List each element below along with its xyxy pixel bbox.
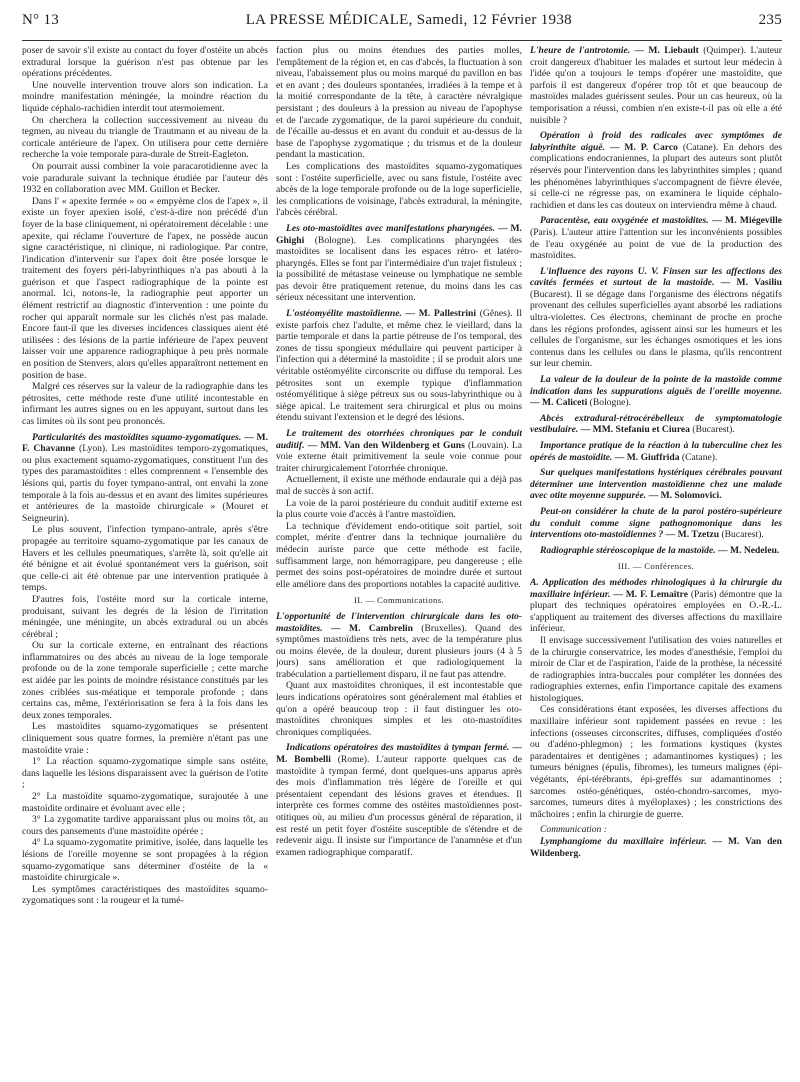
article-author: — M. Tzetzu [665,529,720,541]
communication-title: Lymphangiome du maxillaire inférieur. [540,836,707,847]
article-title: Indications opératoires des mastoïdites à tympan fermé. [286,742,510,754]
paragraph: Les mastoïdites squamo-zygomatiques se présentent cliniquement sous quatre formes, la première n'étant pas une mastoïdite vraie : [22,721,268,756]
article-text: (Louvain). La voie externe était primitivement la seule voie connue pour traiter chirurgicalement l'otorrhée chronique. [276,439,522,474]
article-author: — M. Cambrelin [331,622,413,634]
article-title: Particularités des mastoïdites squamo-zygomatiques. [32,431,242,443]
article-title: Importance pratique de la réaction à la tuberculine chez les opérés de mastoïdite. [530,440,782,463]
communication-author: — M. Van den Wildenberg. [530,836,782,859]
column-2 [276,45,522,1063]
issue-number: N° 13 [22,12,60,28]
article-ghighi [276,223,522,304]
paragraph: Une nouvelle intervention trouve alors son indication. La moindre manifestation méningée, la moindre réaction du liquide céphalo-rachidien interdit tout atermoiement. [22,79,268,114]
masthead [22,12,782,34]
article-title: L'influence des rayons U. V. Finsen sur les affections des cavités fermées et surtout de la mastoïde. [530,265,782,289]
article-text: (Quimper). L'auteur croit dangereux d'habituer les malades et surtout leur médecin à l'idée qu'on a toujours le temps d'opérer une mastoïdite, que parfois il est dangereux d'opérer trop tôt et que beaucoup de mastoïdes malades guérissent seules. Pour un cas heureux, où la temporisation a réussi, combien n'en existe-t-il pas où elle a été nuisible ? [530,45,782,126]
article-text: (Lyon). Les mastoïdites temporo-zygomatiques, ou plus exactement squamo-zygomatiques, constituent l'un des types des paramastoïdites : elles comprennent « l'ensemble des lésions qui, partis du foyer tympano-antral, ont envahi la zone temporale à la fois au-dessus et en avant des limites supérieures et antérieures de la mastoïde chirurgicale » (Mouret et Seigneurin). [22,443,268,524]
article-author: — MM. Van den Wildenberg et Guns [307,439,465,451]
article-author: — M. Miégeville [712,215,782,227]
column-1 [22,45,268,1063]
article-title: Opération à froid des radicales avec symptômes de labyrinthite aiguë. [530,130,782,153]
article-title: Paracentèse, eau oxygénée et mastoïdites. [540,215,709,227]
article-author: — M. Giuffrida [614,451,680,463]
section-heading-conferences: III. — Conférences. [617,561,695,572]
paragraph: Malgré ces réserves sur la valeur de la radiographie dans les pétrosites, cette méthode reste d'une utilité incontestable en infirmant les autres signes ou en les appuyant, surtout dans les cas limites où ils sont peu prononcés. [22,381,268,427]
article-title: La valeur de la douleur de la pointe de la mastoïde comme indication dans les suppurations aiguës de l'oreille moyenne. [530,374,782,397]
article-text: (Bologne). Les complications pharyngées des mastoïdites se localisent dans les espaces rétro- et latéro-pharyngés. Elles se font par l'intermédiaire d'un trajet fistuleux ; la possibilité de métastase veineuse ou lymphatique ne semble pas devoir être pratiquement retenue, du moins dans les cas sérieux nécessitant une intervention. [276,234,522,304]
article-title: L'opportunité de l'intervention chirurgicale dans les oto-mastoïdites. [276,610,522,634]
paragraph: La technique d'évidement endo-otitique soit partiel, soit complet, mérite d'entrer dans la technique journalière du médecin auriste parce que cette méthode est facile, suffisamment large, non hémorragipare, peu dangereuse ; elle permet des soins post-opératoires de moindre durée et surtout elle améliore dans des proportions notables la capacité auditive. [276,520,522,590]
article-title: L'ostéomyélite mastoïdienne. [286,308,402,320]
article-text: (Catane). [679,451,718,463]
communication-label: Communication : [540,824,607,836]
article-text: (Bucarest). [719,529,764,541]
article-title: Les oto-mastoïdites avec manifestations pharyngées. [286,222,495,234]
article-lemaitre [530,577,782,635]
article-text: (Bucarest). [689,424,735,436]
article-text: (Catane). En dehors des complications endocraniennes, la plupart des auteurs sont plutôt réservés pour l'intervention dans les labyrinthites simples ; quand les phénomènes labyrinthiques s'accompagnent de fièvre élevée, si celle-ci ne régresse pas, on examinera le liquide céphalo-rachidien et dans les cas douteux on interviendra même à chaud. [530,141,782,211]
article-author: — M. Nedeleu. [718,544,780,556]
page-number: 235 [758,12,782,28]
article-vasiliu [530,266,782,370]
article-giuffrida [530,440,782,463]
article-liebault [530,45,782,126]
journal-title: LA PRESSE MÉDICALE, Samedi, 12 Février 1938 [245,12,572,28]
article-author: — M. F. Chavanne [22,431,268,455]
header-rule [22,40,782,41]
paragraph: On cherchera la collection successivement au niveau du tegmen, au niveau du triangle de Trautmann et au niveau de la corticale antérieure de l'apex. On utilisera pour cette dernière recherche la voie temporale para-durale de Streit-Eagleton. [22,114,268,161]
article-pallestrini [276,308,522,424]
article-author: — M. Caliceti [530,397,588,409]
article-text: (Gênes). Il existe parfois chez l'adulte, et même chez le vieillard, dans la partie temporale et dans la partie pétreuse de l'os temporal, des zones de tissu spongieux médullaire qui peuvent participer à l'infection qui a déterminé la mastoïdite ; il se produit alors une véritable ostéomyélite circonscrite ou diffuse du temporal. Les pétrosites sont un exemple typique d'inflammation ostéomyélitique à siège pétreux sus ou sous-labyrinthique ou à siège apical. Le traitement sera chirurgical et plus ou moins étendu suivant l'extension et le degré des lésions. [276,308,522,424]
paragraph: Ces considérations étant exposées, les diverses affections du maxillaire inférieur sont rapidement passées en revue : les infections (osseuses circonscrites, diffuses, compliquées d'ostéo ou d'adéno-phlegmon) ; les formations kystiques (kystes paradentaires et dentigènes ; adamantinomes kystiques) ; les tumeurs bénignes (épulis, fibromes), les tumeurs malignes (épi-végétants, épi-térébrants, épi-greffés sur adamantinomes ; sarcomes ostéo-génétiques, ostéo-chondro-sarcomes, myo-sarcomes, tumeurs dites à myéloplaxes) ; les constrictions des mâchoires ; enfin la chirurgie de guerre. [530,704,782,820]
article-text: (Paris). L'auteur attire l'attention sur les inconvénients possibles de l'eau oxygénée au point de vue de la production des mastoïdites. [530,226,782,262]
article-text: (Rome). L'auteur rapporte quelques cas de mastoïdite à tympan fermé, dont quelques-uns apparus après des mois d'inflammation très légère de l'oreille et qui présentaient cependant des lésions graves et étendues. Il interprète ces formes comme des ostéites mastoïdiennes post-otitiques où, au milieu d'un processus général de réparation, il est resté un petit foyer d'ostéite susceptible de s'étendre et de redevenir aigu. Il insiste sur l'importance de l'anamnèse et d'un examen radiographique comparatif. [276,754,522,858]
article-text: (Bologne). [587,397,631,409]
paragraph: Ou sur la corticale externe, en entraînant des réactions inflammatoires ou des abcès au niveau de la loge temporale profonde ou de la zone temporale superficielle ; cette marche est aidée par les points de moindre résistance constitués par les zones criblées sus-méatique et temporale profonde ; dans certains cas, même, l'extériorisation se fera à la fois dans les deux zones temporales. [22,640,268,721]
paragraph: Dans l' « apexite fermée » ou « empyème clos de l'apex », il existe un foyer apexien isolé, c'est-à-dire non précédé d'un foyer de la base cliniquement, ni opératoirement décelable : une apexite, qui réclame l'ouverture de l'apex, ne possède aucun signe caractéristique, ni clinique, ni radiologique. Par contre, l'indication d'intervenir sur l'apex doit être posée lorsque le traitement des foyers péri-labyrinthiques n'a pas abouti à la guérison et que l'aspect radiographique de la pointe est anormal. Ici, notons-le, la radiographie peut apporter un élément restrictif au diagnostic d'intervention : une pointe du rocher qui apparaît normale sur les clichés n'est pas malade. Encore faut-il que les diverses incidences classiques aient été utilisées : des lésions de la partie inférieure de l'apex peuvent laisser voir une apparence radiographique à peu près normale en position de Stenvers, alors qu'elles apparaîtront nettement en position de base. [22,195,268,381]
article-author: — M. Pallestrini [405,308,477,320]
article-author: — M. Bombelli [276,742,522,766]
paragraph: D'autres fois, l'ostéite mord sur la corticale interne, produisant, suivant les degrés de la lésion de l'irritation méningée, une méningite, un abcès extradural ou un abcès cérébral ; [22,593,268,640]
article-van-den-wildenberg [276,428,522,474]
article-title: Sur quelques manifestations hystériques cérébrales pouvant déterminer une intervention mastoïdienne chez une malade avec otite moyenne suppurée. [530,467,782,502]
article-solomovici [530,467,782,502]
article-title: Abcès extradural-rétrocérébelleux de symptomatologie vestibulaire. [530,412,782,436]
section-heading-communications: II. — Communications. [353,595,445,606]
article-chavanne [22,432,268,525]
article-author: — M. Vasiliu [720,277,782,289]
paragraph: La voie de la paroi postérieure du conduit auditif externe est la plus courte voie d'accès à l'antre mastoïdien. [276,497,522,521]
article-title: A. Application des méthodes rhinologiques à la chirurgie du maxillaire inférieur. [530,576,782,600]
article-author: — M. Solomovici. [648,490,722,502]
paragraph: poser de savoir s'il existe au contact du foyer d'ostéite un abcès extradural lorsque la guérison n'est pas obtenue par les opérations précédentes. [22,45,268,80]
paragraph: Le plus souvent, l'infection tympano-antrale, après s'être propagée au territoire squamo-zygomatique par les canaux de Havers et les cellules pneumatiques, s'arrête là, soit qu'elle ait été bénigne et ait évolué spontanément vers la guérison, soit que celle-ci ait été obtenue par une intervention pratiquée à temps. [22,524,268,594]
article-title: Peut-on considérer la chute de la paroi postéro-supérieure du conduit comme signe pathognomonique dans les interventions oto-mastoïdiennes ? [530,505,782,541]
article-stefaniu [530,413,782,436]
paragraph: On pourrait aussi combiner la voie paracarotidienne avec la voie paradurale suivant la technique étudiée par l'auteur dès 1932 en collaboration avec MM. Guillon et Becker. [22,160,268,196]
article-title: Le traitement des otorrhées chroniques par le conduit auditif. [276,428,522,451]
article-author: — M. P. Carco [609,141,678,153]
article-text: (Bucarest). Il se dégage dans l'organisme des électrons négatifs provenant des cellules superficielles ayant absorbé les radiations ultra-violettes. Ces électrons, cheminant de proche en proche dans les régions profondes, agissent ainsi sur les humeurs et les cellules de l'organisme, sur les échanges osmotiques et les ions contenus dans les cellules ou dans le plasma, qu'ils rencontrent sur leur chemin. [530,288,782,370]
paragraph: Il envisage successivement l'utilisation des voies naturelles et de la chirurgie conservatrice, les modes d'anesthésie, l'emploi du miroir de Clar et de l'aspiration, l'aide de la prothèse, la nécessité de radiographies intra-buccales pour compléter les données des radiographies externes, enfin l'importance capitale des examens histologiques. [530,634,782,704]
article-miegeville [530,215,782,261]
paragraph: Les symptômes caractéristiques des mastoïdites squamo-zygomatiques sont : la rougeur et la tumé- [22,883,268,907]
article-title: Radiographie stéréoscopique de la mastoïde. [540,544,716,556]
article-tzetzu [530,506,782,541]
communication-entry [530,836,782,859]
article-text: (Paris) démontre que la plupart des techniques opératoires employées en O.-R.-L. s'appliquent au traitement des diverses affections du maxillaire inférieur. [530,588,782,635]
paragraph: Quant aux mastoïdites chroniques, il est incontestable que leurs indications opératoires sont généralement mal établies et qu'on a opéré beaucoup trop : il faut distinguer les oto-mastoïdites chroniques simples et les oto-mastoïdites chroniques compliquées. [276,680,522,738]
paragraph: faction plus ou moins étendues des parties molles, l'empâtement de la région et, en cas d'abcès, la fluctuation à son niveau, l'abaissement plus ou moins marqué du pavillon en bas et en avant ; des douleurs spontanées, irradiées à la tempe et à la moitié correspondante de la tête, à caractère névralgique persistant ; des douleurs à la pression au niveau de l'apophyse et de l'arcade zygomatique, de la paroi supérieure du conduit, de l'écaille au-dessus et en avant du conduit et au-dessus de la base de l'apophyse zygomatique ; du trismus et de la douleur pendant la mastication. [276,45,522,161]
article-columns [22,45,782,1063]
paragraph: 4° La squamo-zygomatite primitive, isolée, dans laquelle les lésions de l'oreille moyenne se sont propagées à la région squamo-zygomatique sans déterminer d'ostéite de la « mastoïdite chirurgicale ». [22,837,268,884]
column-3 [530,45,782,1063]
article-nedeleu [530,545,782,557]
paragraph: Les complications des mastoïdites squamo-zygomatiques sont : l'ostéite superficielle, avec ou sans fistule, l'ostéite avec abcès de la loge temporale profonde ou de la loge superficielle, les complications de voisinage, l'abcès extradural, la méningite, l'abcès cérébral. [276,160,522,219]
article-bombelli [276,742,522,858]
article-author: — MM. Stefaniu et Ciurea [580,424,690,436]
article-author: — M. F. Lemaître [613,588,688,600]
article-caliceti [530,374,782,409]
paragraph: Actuellement, il existe une méthode endaurale qui a déjà pas mal de succès à son actif. [276,474,522,497]
article-text: (Bruxelles). Quand des symptômes mastoïdiens très nets, avec de la température plus ou moins élevée, de la douleur, durent plusieurs jours (4 à 5 jours) sans amélioration et que radiologiquement la trabéculation a partiellement disparu, il ne faut pas attendre. [276,622,522,680]
article-carco [530,130,782,211]
paragraph: 1° La réaction squamo-zygomatique simple sans ostéite, dans laquelle les lésions disparaissent avec la guérison de l'otite ; [22,756,268,791]
article-author: — M. Liebault [634,45,699,56]
article-cambrelin [276,611,522,681]
article-title: L'heure de l'antrotomie. [530,45,631,56]
paragraph: 3° La zygomatite tardive apparaissant plus ou moins tôt, au cours des pansements d'une mastoïdite opérée ; [22,814,268,837]
article-author: — M. Ghighi [276,222,522,246]
paragraph: 2° La mastoïdite squamo-zygomatique, surajoutée à une mastoïdite ordinaire et évoluant avec elle ; [22,791,268,814]
